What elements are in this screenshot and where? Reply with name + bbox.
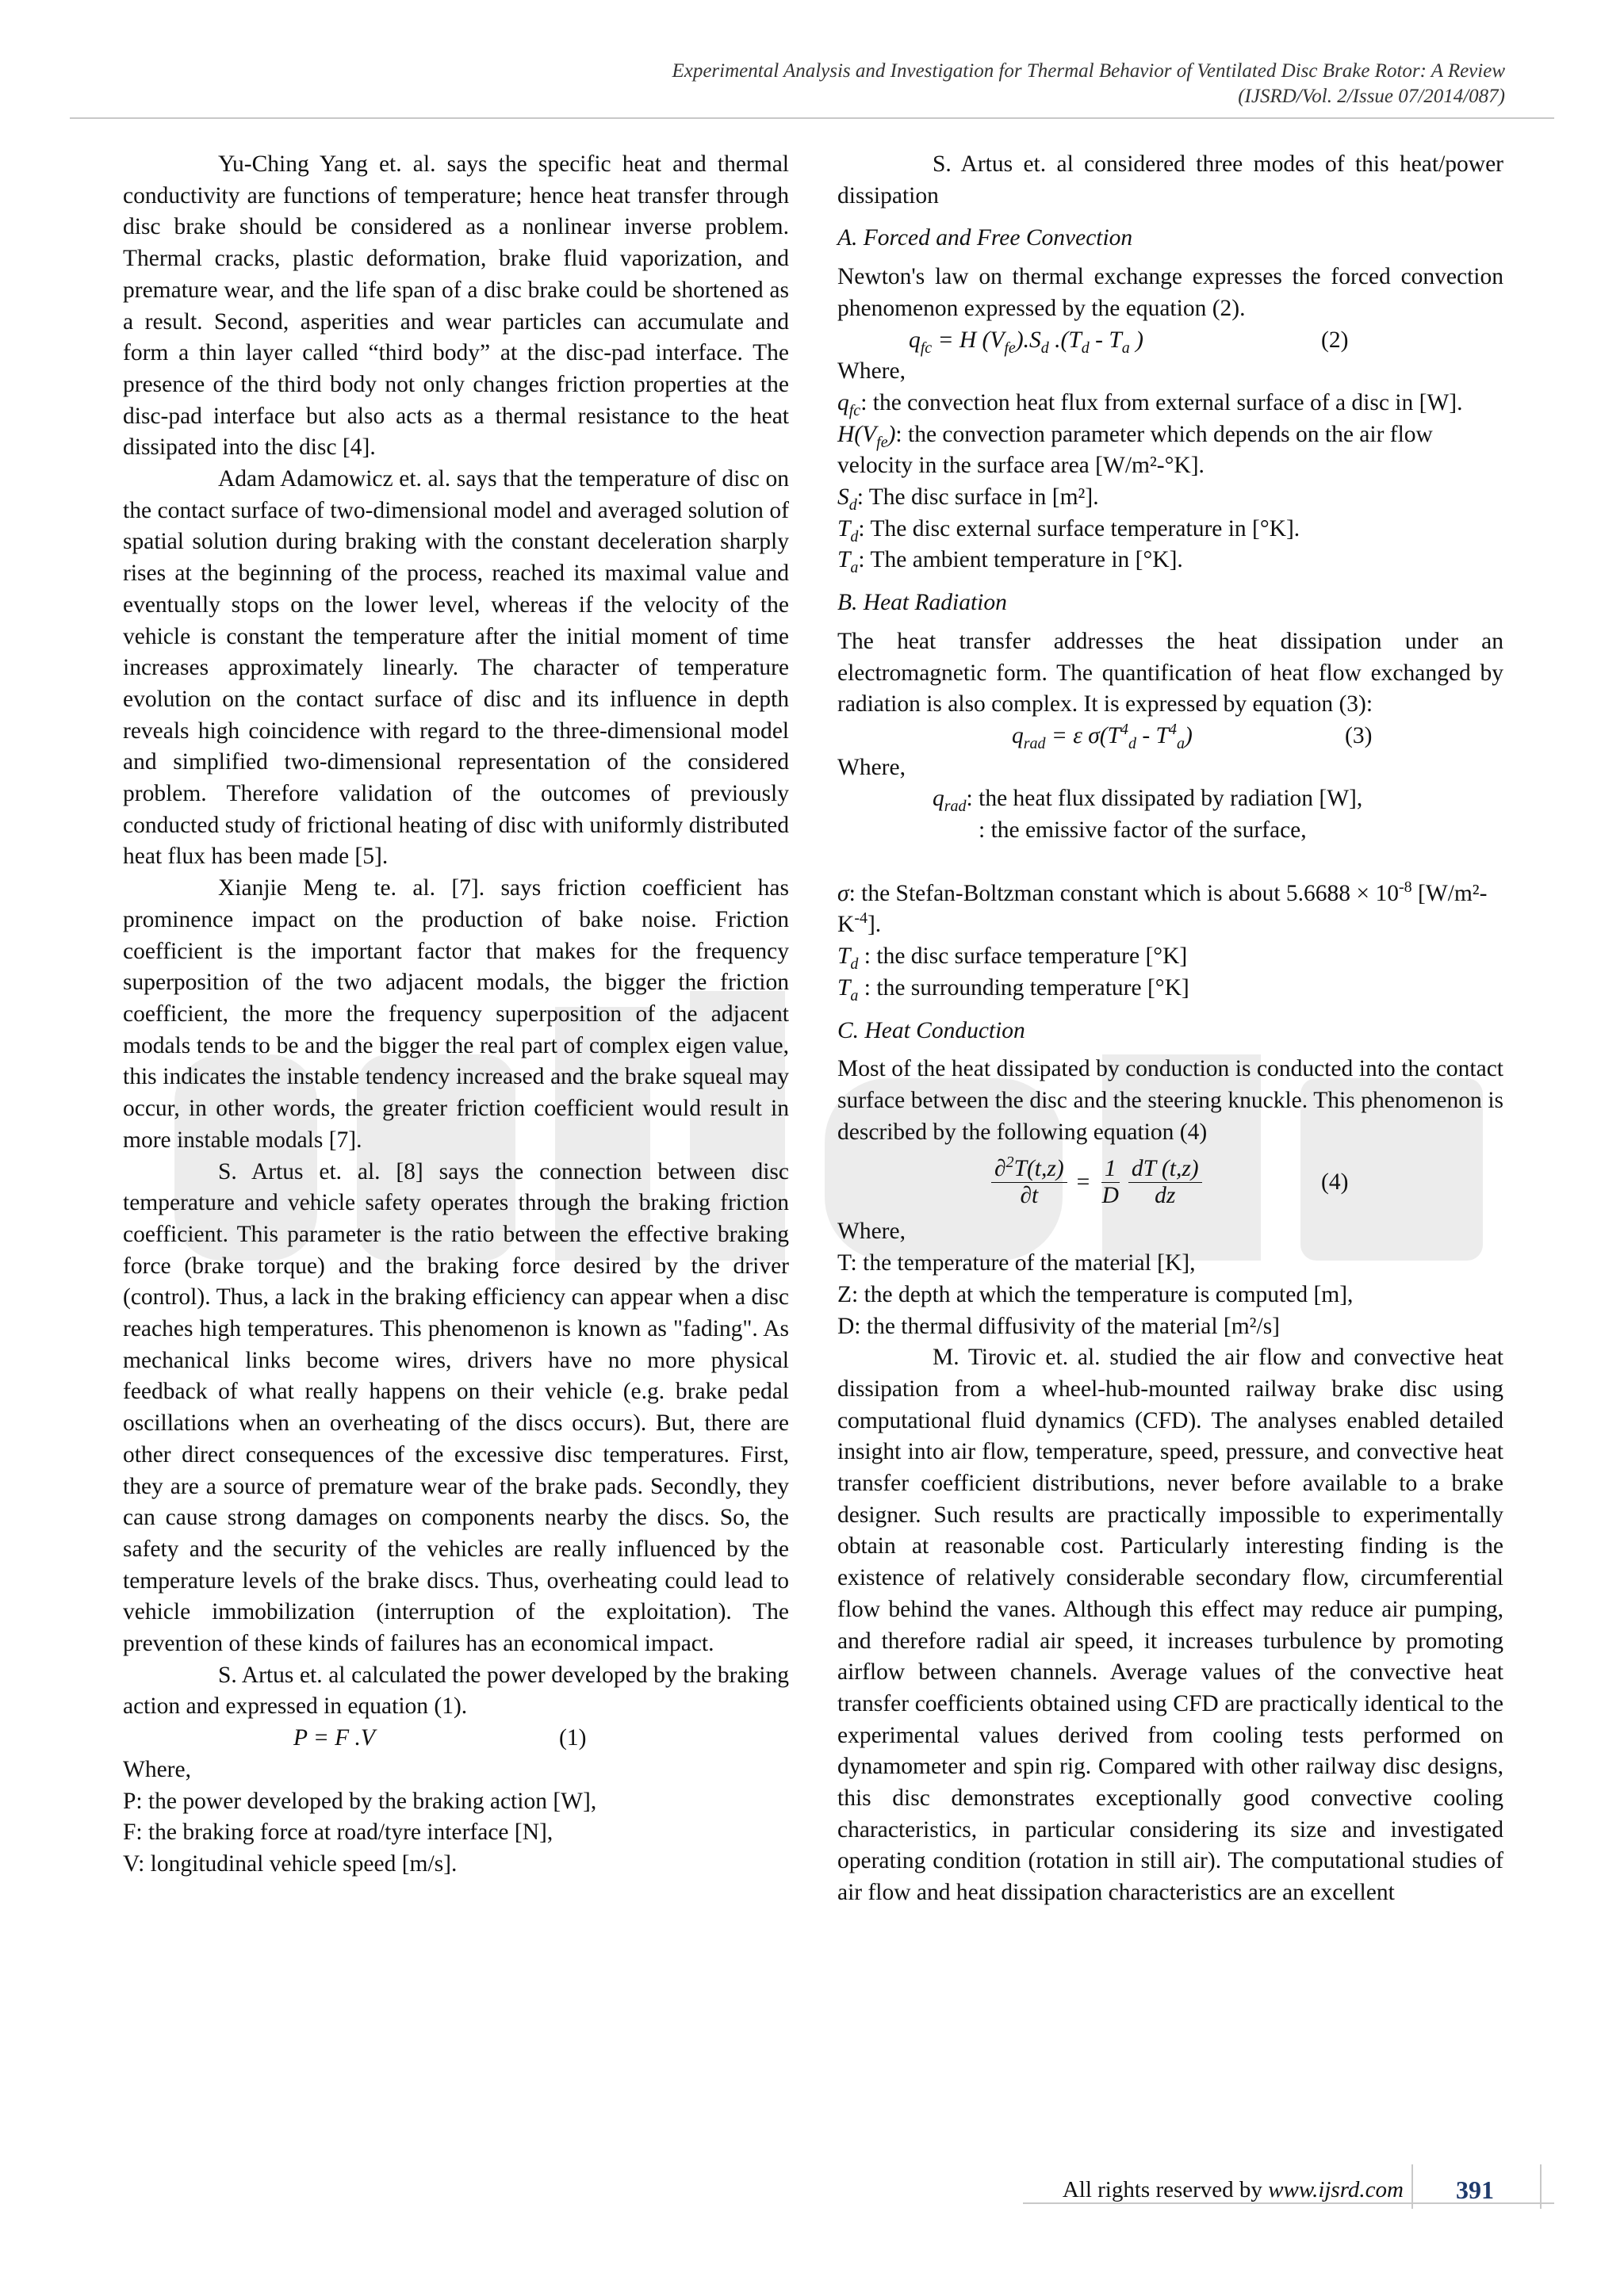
section-c-heading: C. Heat Conduction: [837, 1017, 1025, 1043]
paragraph-artus-safety: S. Artus et. al. [8] says the connection between disc temperature and vehicle safety operates through the braking friction coefficient. This parameter is the ratio between the effective braking force (brake torque) and the braking force desired by the driver (control). Thus, a lack in the braking efficiency can appear when a disc reaches high temperatures. This phenomenon is known as "fading". As mechanical links become wires, drivers have no more physical feedback of what really happens on their vehicle (e.g. brake pedal oscillations when an overheating of the discs occurs). But, there are other direct consequences of the excessive disc temperatures. First, they are a source of premature wear of the brake pads. Secondly, they can cause strong damages on components nearby the discs. So, the safety and the security of the vehicles are really influenced by the temperature levels of the brake discs. Thus, overheating could lead to vehicle immobilization (interruption of the exploitation). The prevention of these kinds of failures has an economical impact.: [123, 1158, 789, 1657]
definition-d: D: the thermal diffusivity of the material [m²/s]: [837, 1313, 1281, 1339]
paragraph-artus-modes: S. Artus et. al considered three modes of this heat/power dissipation: [837, 151, 1503, 209]
paragraph-conduction: Most of the heat dissipated by conduction is conducted into the contact surface between the disc and the steering knuckle. This phenomenon is described by the following equation (4): [837, 1056, 1503, 1145]
equation-3-formula: $q_{rad} = \varepsilon$ $\sigma(T^4_d - T^4_a)$: [1012, 721, 1193, 752]
footer-divider-right: [1540, 2164, 1542, 2209]
definition-p: P: the power developed by the braking action [W],: [123, 1788, 597, 1814]
definition-qrad: $q_{rad}$: the heat flux dissipated by radiation [W],: [933, 786, 1363, 816]
equation-2: [837, 325, 1503, 357]
definition-h: $H(V_{fe})$: the convection parameter which depends on the air flow velocity in the surface area [W/m²-°K].: [837, 421, 1433, 479]
equation-3-number: (3): [1345, 722, 1373, 748]
right-column: [837, 149, 1503, 1909]
where-label-2: Where,: [837, 358, 906, 385]
definition-ta-2: $T_a$ : the surrounding temperature [°K]: [837, 974, 1189, 1004]
paragraph-newton: Newton's law on thermal exchange expresses the forced convection phenomenon expressed by the equation (2).: [837, 264, 1503, 321]
definition-qfc: $q_{fc}$: the convection heat flux from external surface of a disc in [W].: [837, 389, 1463, 419]
equation-4-formula: $\frac{\partial^2T(t,z)}{\partial t}$ = $\frac{1}{D}$ $\frac{dT (t,z)}{dz}$: [988, 1156, 1321, 1209]
paragraph-meng: Xianjie Meng te. al. [7]. says friction coefficient has prominence impact on the production of bake noise. Friction coefficient is the important factor that makes for the frequency superposition of the two adjacent modals, the bigger the friction coefficient, the more the frequency superposition of the adjacent modals tends to be and the bigger the real part of complex eigen value, this indicates the instable tendency increased and the brake squeal may occur, in other words, the greater friction coefficient would result in more instable modals [7].: [123, 875, 789, 1153]
page-number: 391: [1456, 2175, 1494, 2204]
definition-z: Z: the depth at which the temperature is computed [m],: [837, 1281, 1354, 1307]
definition-f: F: the braking force at road/tyre interface [N],: [123, 1820, 553, 1846]
where-label: Where,: [123, 1756, 191, 1782]
paragraph-adamowicz: Adam Adamowicz et. al. says that the temperature of disc on the contact surface of two-dimensional model and averaged solution of spatial solution during braking with the constant deceleration sharply rises at the beginning of the process, reached its maximal value and eventually stops on the lower level, whereas if the velocity of the vehicle is constant the temperature after the initial moment of time increases approximately linearly. The character of temperature evolution on the contact surface of disc and its influence in depth reveals high coincidence with regard to the three-dimensional model and simplified two-dimensional representation of the considered problem. Therefore validation of the outcomes of previously conducted study of frictional heating of disc with uniformly distributed heat flux has been made [5].: [123, 466, 789, 870]
equation-4-number: (4): [1321, 1169, 1349, 1195]
footer-link[interactable]: www.ijsrd.com: [1268, 2177, 1404, 2202]
definition-t: T: the temperature of the material [K],: [837, 1250, 1196, 1276]
paragraph-artus-power: S. Artus et. al calculated the power developed by the braking action and expressed in equation (1).: [123, 1662, 789, 1720]
definition-v: V: longitudinal vehicle speed [m/s].: [123, 1850, 458, 1877]
definition-sd: $S_d$: The disc surface in [m²].: [837, 484, 1099, 514]
definition-td-2: $T_d$ : the disc surface temperature [°K]: [837, 943, 1188, 974]
equation-3: [837, 721, 1503, 752]
footer-divider-left: [1411, 2164, 1413, 2209]
section-b-heading: B. Heat Radiation: [837, 590, 1007, 616]
equation-1-number: (1): [559, 1725, 587, 1751]
equation-2-number: (2): [1321, 327, 1349, 353]
where-label-4: Where,: [837, 1219, 906, 1245]
equation-4: [837, 1148, 1503, 1216]
header-rule: [70, 117, 1554, 119]
definition-sigma: σ: the Stefan-Boltzman constant which is about $5.6688 \times 10^{-8}$ $[W/m^2-K^{-4}]$.: [837, 878, 1488, 938]
definition-epsilon: : the emissive factor of the surface,: [979, 817, 1307, 844]
running-header: [316, 59, 1505, 109]
footer-copyright: All rights reserved by www.ijsrd.com: [1062, 2177, 1404, 2202]
where-label-3: Where,: [837, 754, 906, 780]
section-a-heading: A. Forced and Free Convection: [837, 225, 1133, 251]
header-title: Experimental Analysis and Investigation for Thermal Behavior of Ventilated Disc Brake Rotor: A Review: [672, 60, 1505, 82]
paragraph-tirovic: M. Tirovic et. al. studied the air flow and convective heat dissipation from a wheel-hub-mounted railway brake disc using computational fluid dynamics (CFD). The analyses enabled detailed insight into air flow, temperature, speed, pressure, and convective heat transfer coefficient distributions, never before available to a brake designer. Such results are practically impossible to experimentally obtain at reasonable cost. Particularly interesting finding is the existence of relatively considerable secondary flow, circumferential flow behind the vanes. Although this effect may reduce air pumping, and therefore radial air speed, it increases turbulence by promoting airflow between channels. Average values of the convective heat transfer coefficients obtained using CFD are practically identical to the experimental values derived from cooling tests performed on dynamometer and spin rig. Compared with other railway disc designs, this disc demonstrates exceptionally good convective cooling characteristics, in particular considering its size and investigated operating condition (rotation in still air). The computational studies of air flow and heat dissipation characteristics are an excellent: [837, 1345, 1503, 1906]
equation-2-formula: $q_{fc} = H$ $(V_{fe}).S_d$ $.(T_d - T_a$ ): [909, 327, 1143, 357]
definition-td: $T_d$: The disc external surface temperature in [°K].: [837, 515, 1300, 545]
equation-1: [123, 1723, 789, 1755]
paragraph-yang: Yu-Ching Yang et. al. says the specific heat and thermal conductivity are functions of temperature; hence heat transfer through disc brake should be considered as a nonlinear inverse problem. Thermal cracks, plastic deformation, brake fluid vaporization, and premature wear, and the life span of a disc brake could be shortened as a result. Second, asperities and wear particles can accumulate and form a thin layer called “third body” at the disc-pad interface. The presence of the third body not only changes friction properties at the disc-pad interface but also acts as a thermal resistance to the heat dissipated into the disc [4].: [123, 151, 789, 461]
definition-ta: $T_a$: The ambient temperature in [°K].: [837, 547, 1183, 577]
equation-1-formula: P = F .V: [293, 1725, 375, 1751]
header-citation: (IJSRD/Vol. 2/Issue 07/2014/087): [1238, 86, 1505, 107]
paragraph-radiation: The heat transfer addresses the heat dissipation under an electromagnetic form. The quantification of heat flow exchanged by radiation is also complex. It is expressed by equation (3):: [837, 628, 1503, 718]
left-column: [123, 149, 789, 1881]
